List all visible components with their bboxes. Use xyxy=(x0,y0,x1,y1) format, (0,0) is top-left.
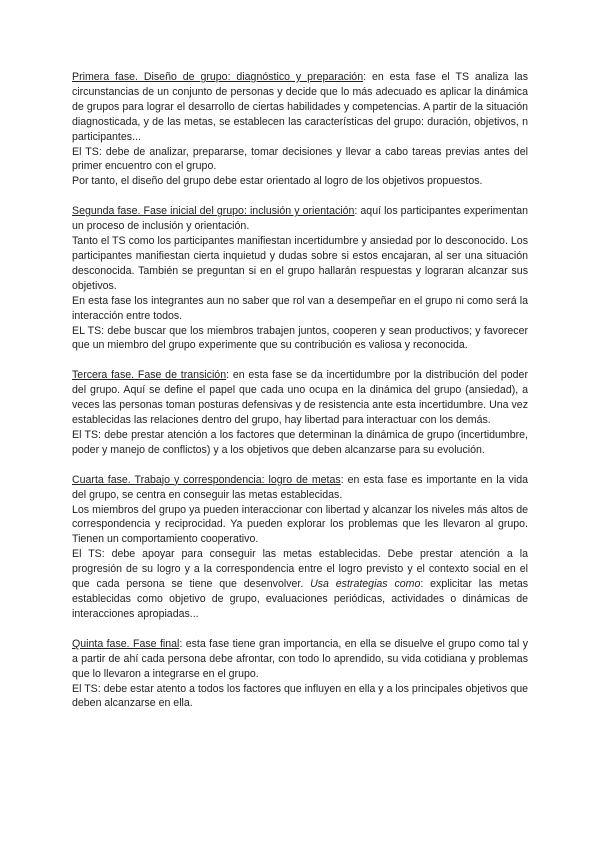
section-intro-text: : esta fase tiene gran importancia, en ella se disuelve el grupo como tal y a partir de ahí cada persona debe afrontar, con todo lo aprendido, su vida cotidiana y problemas que lo llevaron a integrarse en el grupo. xyxy=(72,637,528,680)
section-intro-paragraph xyxy=(72,637,528,682)
section-intro-text: : aquí los participantes experimentan un proceso de inclusión y orientación. xyxy=(72,205,528,233)
section-primera-fase xyxy=(72,70,528,189)
section-paragraph: El TS: debe de analizar, prepararse, tomar decisiones y llevar a cabo tareas previas antes del primer encuentro con el grupo. xyxy=(72,145,528,173)
section-heading: Quinta fase. Fase final xyxy=(72,637,180,650)
section-paragraph: El TS: debe estar atento a todos los factores que influyen en ella y a los principales objetivos que deben alcanzarse en ella. xyxy=(72,682,528,710)
section-heading: Cuarta fase. Trabajo y correspondencia: logro de metas xyxy=(72,473,341,486)
section-paragraph: Por tanto, el diseño del grupo debe estar orientado al logro de los objetivos propuestos. xyxy=(72,175,483,188)
italic-text: Usa estrategias como xyxy=(310,578,421,591)
section-heading: Segunda fase. Fase inicial del grupo: inclusión y orientación xyxy=(72,205,355,218)
document-page xyxy=(72,70,528,726)
section-intro-text: : en esta fase es importante en la vida del grupo, se centra en conseguir las metas establecidas. xyxy=(72,473,528,501)
section-paragraph: Los miembros del grupo ya pueden interaccionar con libertad y alcanzar los niveles más altos de correspondencia y reciprocidad. Ya pueden explorar los problemas que les llevaron al grupo. Tienen un comportamiento cooperativo. xyxy=(72,503,528,546)
section-intro-paragraph xyxy=(72,70,528,145)
section-segunda-fase xyxy=(72,204,528,353)
section-heading: Tercera fase. Fase de transición xyxy=(72,369,227,382)
section-tercera-fase xyxy=(72,368,528,457)
section-intro-text: : en esta fase se da incertidumbre por la distribución del poder del grupo. Aquí se define el papel que cada uno ocupa en la dinámica del grupo (ansiedad), a veces las personas toman posturas defensivas y de resistencia ante esta incertidumbre. Una vez establecidas las relaciones dentro del grupo, hay libertad para interactuar con los demás. xyxy=(72,369,528,427)
section-paragraph: EL TS: debe buscar que los miembros trabajen juntos, cooperen y sean productivos; y favorecer que un miembro del grupo experimente que su contribución es valiosa y reconocida. xyxy=(72,324,528,352)
paragraph-text: El TS: debe apoyar para conseguir las metas establecidas. Debe prestar atención a la progresión de su logro y a la correspondencia entre el logro previsto y el contexto social en el que cada persona se tiene que desenvolver. xyxy=(72,548,528,591)
section-paragraph: Tanto el TS como los participantes manifiestan incertidumbre y ansiedad por lo desconocido. Los participantes manifiestan cierta inquietud y dudas sobre si estos encajaran, al ser una situación desconocida. También se preguntan si en el grupo hallarán respuestas y lograran alcanzar sus objetivos. xyxy=(72,235,528,292)
section-paragraph xyxy=(72,547,528,622)
section-intro-text: : en esta fase el TS analiza las circunstancias de un conjunto de personas y decide que lo más adecuado es aplicar la dinámica de grupos para lograr el desarrollo de ciertas habilidades y competencias. A partir de la situación diagnosticada, y de las metas, se establecen las características del grupo: duración, objetivos, n participantes... xyxy=(72,71,528,143)
section-paragraph: El TS: debe prestar atención a los factores que determinan la dinámica de grupo (incertidumbre, poder y manejo de conflictos) y a los objetivos que deben alcanzarse para su evolución. xyxy=(72,428,528,456)
section-cuarta-fase xyxy=(72,473,528,622)
section-intro-paragraph xyxy=(72,473,528,503)
section-heading: Primera fase. Diseño de grupo: diagnóstico y preparación xyxy=(72,71,364,83)
section-intro-paragraph xyxy=(72,204,528,234)
section-quinta-fase xyxy=(72,637,528,712)
section-intro-paragraph xyxy=(72,368,528,428)
section-paragraph: En esta fase los integrantes aun no saber que rol van a desempeñar en el grupo ni como será la interacción entre todos. xyxy=(72,294,528,322)
paragraph-text: : explicitar las metas establecidas como objetivo de grupo, evaluaciones periódicas, actividades o dinámicas de interacciones apropiadas... xyxy=(72,578,529,620)
